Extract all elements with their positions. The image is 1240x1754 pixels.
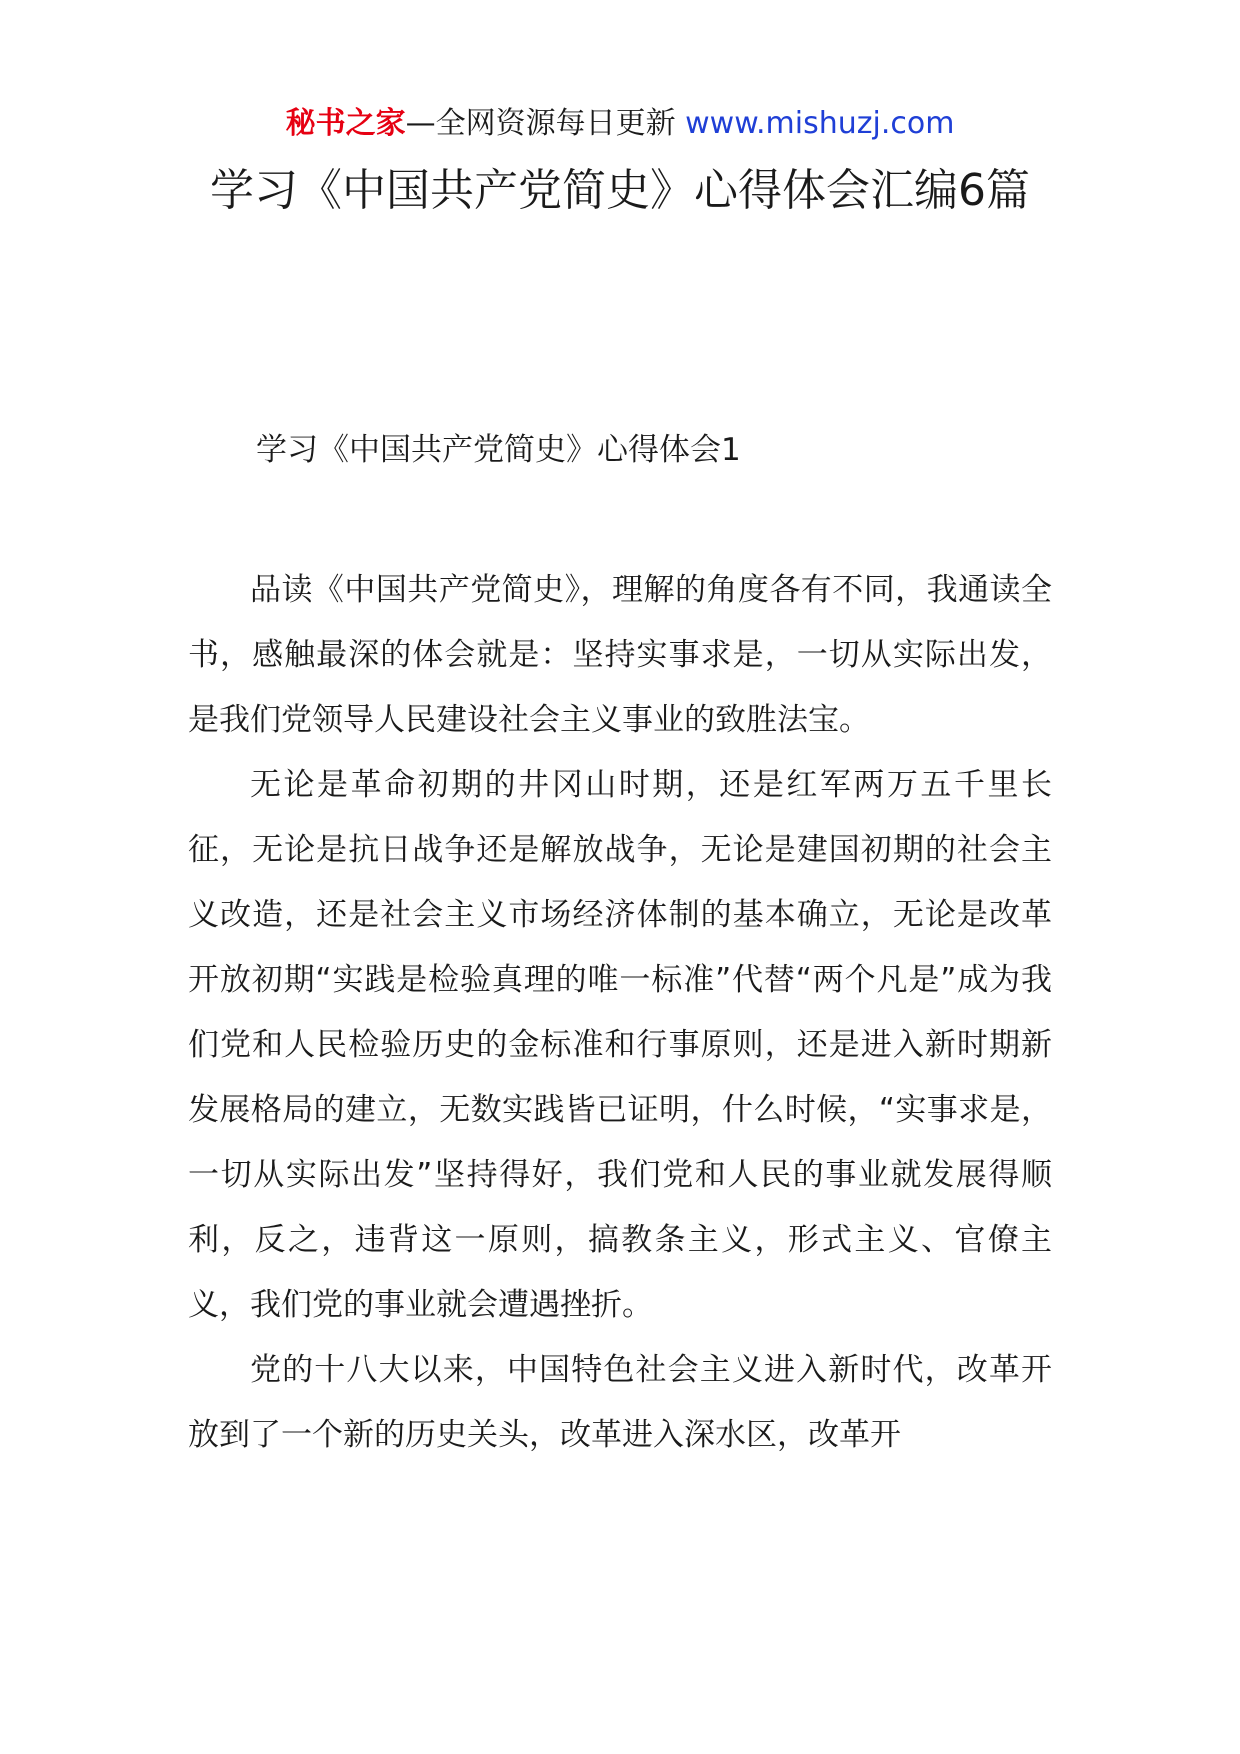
brand-name: 秘书之家 bbox=[285, 106, 406, 141]
site-header bbox=[0, 104, 1240, 144]
section-title: 学习《中国共产党简史》心得体会1 bbox=[256, 432, 741, 468]
site-url: www.mishuzj.com bbox=[685, 106, 955, 141]
document-title: 学习《中国共产党简史》心得体会汇编6篇 bbox=[210, 165, 1030, 216]
paragraph: 无论是革命初期的井冈山时期，还是红军两万五千里长征，无论是抗日战争还是解放战争，无论是建国初期的社会主义改造，还是社会主义市场经济体制的基本确立，无论是改革开放初期“实践是检验真理的唯一标准”代替“两个凡是”成为我们党和人民检验历史的金标准和行事原则，还是进入新时期新发展格局的建立，无数实践皆已证明，什么时候，“实事求是，一切从实际出发”坚持得好，我们党和人民的事业就发展得顺利，反之，违背这一原则，搞教条主义，形式主义、官僚主义，我们党的事业就会遭遇挫折。 bbox=[188, 767, 1052, 1323]
body-text bbox=[188, 558, 1052, 1468]
paragraph: 品读《中国共产党简史》，理解的角度各有不同，我通读全书，感触最深的体会就是：坚持实事求是，一切从实际出发，是我们党领导人民建设社会主义事业的致胜法宝。 bbox=[188, 572, 1052, 738]
paragraph: 党的十八大以来，中国特色社会主义进入新时代，改革开放到了一个新的历史关头，改革进入深水区，改革开 bbox=[188, 1352, 1052, 1453]
header-tagline: —全网资源每日更新 bbox=[405, 106, 686, 141]
